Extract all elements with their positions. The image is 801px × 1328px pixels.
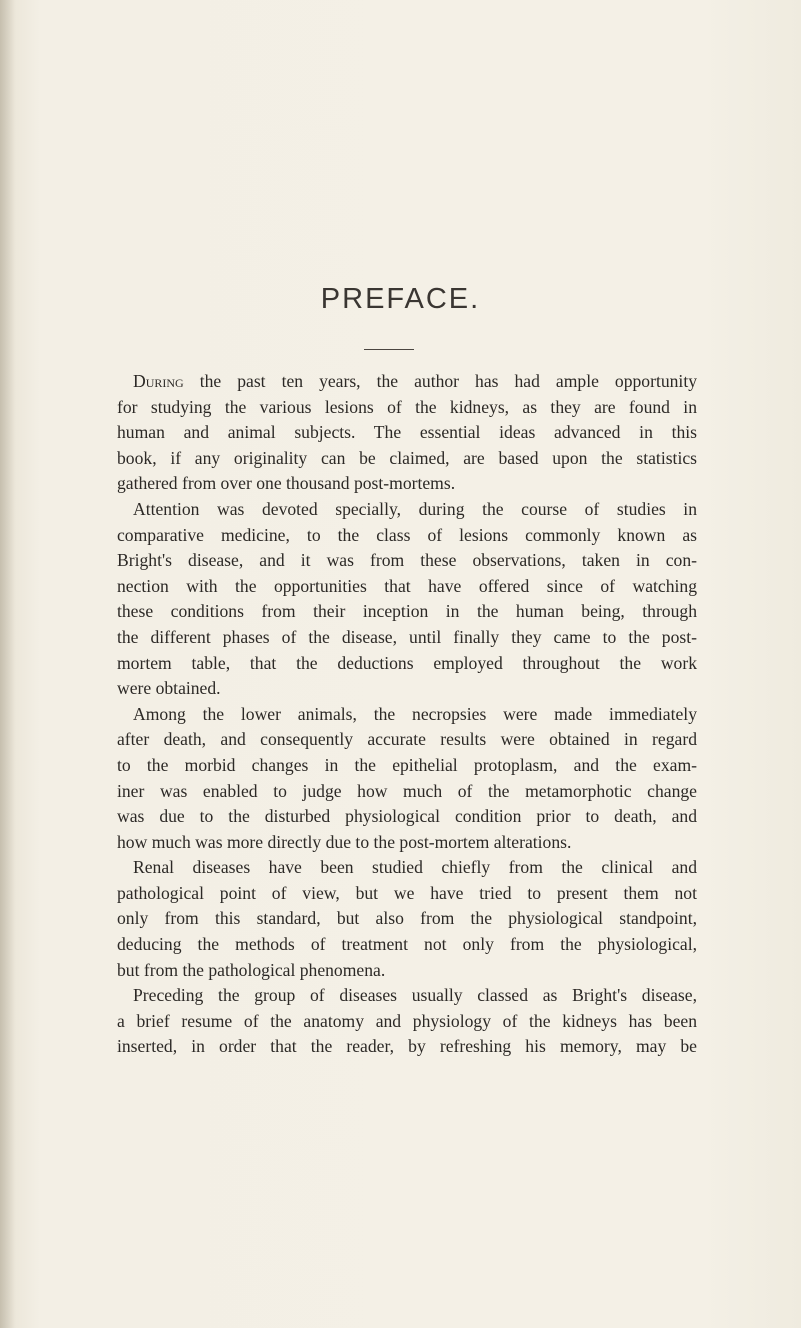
text-line: comparative medicine, to the class of lesions commonly known as [117, 524, 697, 545]
paragraph [117, 497, 697, 702]
text-line: pathological point of view, but we have tried to present them not [117, 882, 697, 903]
page-title: PREFACE. [320, 283, 481, 315]
opening-word: During [133, 371, 184, 391]
text-line: was due to the disturbed physiological condition prior to death, and [117, 806, 697, 827]
text-line: Preceding the group of diseases usually classed as Bright's disease, [133, 985, 697, 1006]
text-line: only from this standard, but also from the physiological standpoint, [117, 908, 697, 929]
text-line: how much was more directly due to the post-mortem alterations. [117, 831, 572, 852]
text-line: Bright's disease, and it was from these observations, taken in con- [117, 550, 697, 571]
paragraph [117, 855, 697, 983]
text-line: Among the lower animals, the necropsies were made immediately [133, 703, 697, 724]
paragraph [117, 369, 697, 497]
text-line: mortem table, that the deductions employed throughout the work [117, 652, 697, 673]
text-line: nection with the opportunities that have offered since of watching [117, 575, 697, 596]
text-line: these conditions from their inception in the human being, through [117, 601, 697, 622]
text-line: inserted, in order that the reader, by refreshing his memory, may be [117, 1036, 697, 1057]
text-line: a brief resume of the anatomy and physiology of the kidneys has been [117, 1010, 697, 1031]
text-line: book, if any originality can be claimed, are based upon the statistics [117, 447, 697, 468]
paragraph [117, 702, 697, 856]
text-line: human and animal subjects. The essential ideas advanced in this [117, 422, 697, 443]
text-line: for studying the various lesions of the kidneys, as they are found in [117, 396, 697, 417]
text-line: iner was enabled to judge how much of the metamorphotic change [117, 780, 697, 801]
text-line: During the past ten years, the author has had ample opportunity [133, 371, 697, 391]
paragraph [117, 983, 697, 1060]
body-text [117, 369, 697, 1060]
text-line: the different phases of the disease, until finally they came to the post- [117, 626, 697, 647]
text-line: after death, and consequently accurate results were obtained in regard [117, 729, 697, 750]
text-line: Renal diseases have been studied chiefly from the clinical and [133, 857, 697, 878]
text-line: deducing the methods of treatment not only from the physiological, [117, 934, 697, 955]
title-rule [364, 349, 414, 350]
text-line: were obtained. [117, 678, 221, 699]
spine-shadow [0, 0, 16, 1328]
text-line: to the morbid changes in the epithelial protoplasm, and the exam- [117, 754, 697, 775]
text-line: but from the pathological phenomena. [117, 959, 386, 980]
text-line: Attention was devoted specially, during the course of studies in [133, 498, 697, 519]
text-line: gathered from over one thousand post-mortems. [117, 473, 456, 494]
